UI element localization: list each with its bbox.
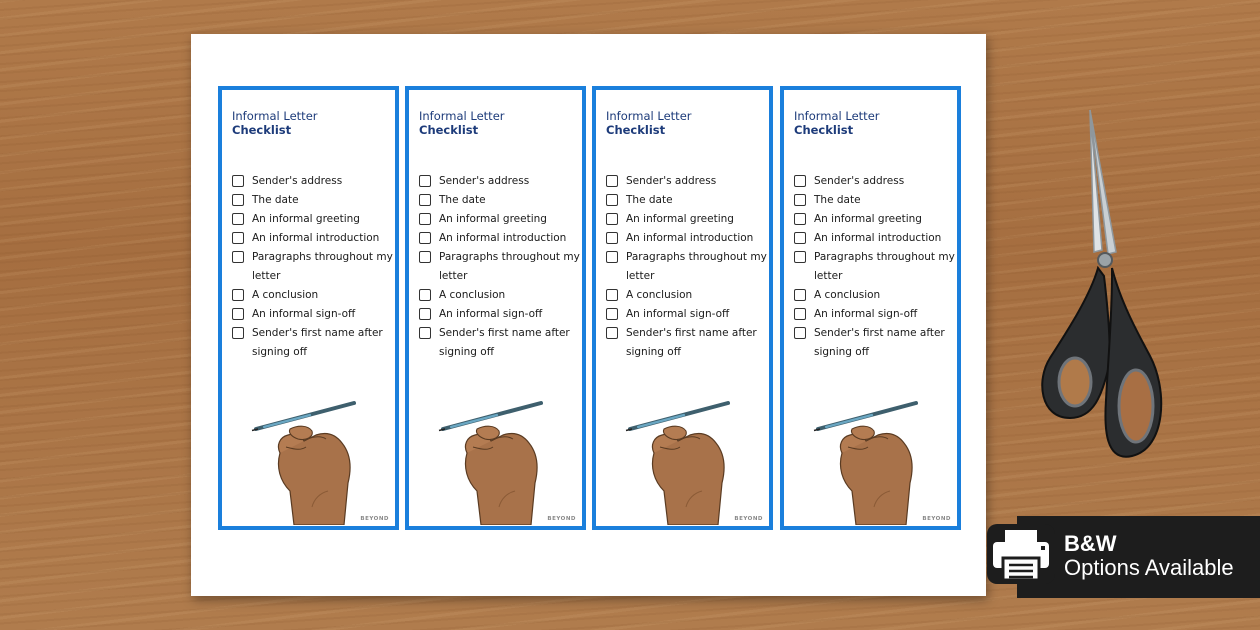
card-title-line1: Informal Letter (794, 109, 880, 123)
printer-icon (985, 522, 1057, 586)
checklist-item (419, 210, 584, 229)
checklist-list (606, 172, 771, 362)
hand-writing-icon (812, 395, 942, 525)
checkbox (794, 194, 806, 206)
checklist-card (592, 86, 773, 530)
card-title-line2: Checklist (794, 123, 854, 137)
checkbox (232, 308, 244, 320)
checkbox (419, 213, 431, 225)
checklist-item-label: An informal sign-off (439, 308, 543, 320)
brand-label: BEYOND (734, 516, 763, 522)
checklist-item-label: An informal sign-off (252, 308, 356, 320)
checklist-item (232, 210, 397, 229)
checklist-item (419, 229, 584, 248)
checkbox (419, 194, 431, 206)
checklist-item-label: Sender's address (439, 175, 530, 187)
checklist-item-label: An informal greeting (252, 213, 360, 225)
checklist-item-label: The date (814, 194, 861, 206)
brand-label: BEYOND (547, 516, 576, 522)
card-title (794, 109, 880, 137)
checkbox (606, 175, 618, 187)
checklist-item-label: Paragraphs throughout my letter (439, 251, 580, 282)
bw-title: B&W (1064, 531, 1117, 556)
checklist-item-label: Sender's address (626, 175, 717, 187)
checklist-item-label: Sender's first name after signing off (626, 327, 757, 358)
checklist-item (794, 286, 959, 305)
checklist-item-label: The date (626, 194, 673, 206)
brand-label: BEYOND (360, 516, 389, 522)
checklist-item-label: An informal greeting (626, 213, 734, 225)
checkbox (606, 327, 618, 339)
checkbox (232, 327, 244, 339)
checkbox (419, 251, 431, 263)
checklist-item-label: The date (439, 194, 486, 206)
checkbox (419, 308, 431, 320)
checklist-item (419, 305, 584, 324)
checklist-item (794, 172, 959, 191)
brand-label: BEYOND (922, 516, 951, 522)
card-title (232, 109, 318, 137)
checkbox (606, 289, 618, 301)
card-title-line2: Checklist (606, 123, 666, 137)
checklist-card (780, 86, 961, 530)
checklist-item-label: A conclusion (626, 289, 693, 301)
checkbox (232, 175, 244, 187)
checklist-item-label: A conclusion (439, 289, 506, 301)
checklist-item (606, 286, 771, 305)
checklist-item (232, 324, 397, 362)
checklist-item (794, 191, 959, 210)
checklist-item-label: Sender's address (814, 175, 905, 187)
checklist-item (794, 324, 959, 362)
checklist-list (419, 172, 584, 362)
card-title-line1: Informal Letter (419, 109, 505, 123)
checklist-item-label: An informal introduction (439, 232, 567, 244)
checklist-list (794, 172, 959, 362)
printable-sheet (191, 34, 986, 596)
checklist-list (232, 172, 397, 362)
checklist-item-label: Sender's first name after signing off (814, 327, 945, 358)
checklist-item (794, 305, 959, 324)
checklist-item (419, 324, 584, 362)
checklist-item-label: Sender's first name after signing off (439, 327, 570, 358)
checklist-item-label: Paragraphs throughout my letter (626, 251, 767, 282)
bw-subtitle: Options Available (1064, 555, 1234, 580)
checkbox (794, 232, 806, 244)
checklist-item-label: The date (252, 194, 299, 206)
checklist-item (794, 248, 959, 286)
checklist-item (419, 286, 584, 305)
checkbox (606, 194, 618, 206)
checklist-item-label: An informal introduction (252, 232, 380, 244)
checklist-card (218, 86, 399, 530)
card-title (606, 109, 692, 137)
checkbox (232, 289, 244, 301)
hand-writing-icon (437, 395, 567, 525)
checklist-item (606, 210, 771, 229)
checklist-item (419, 248, 584, 286)
checklist-item (794, 210, 959, 229)
checkbox (794, 289, 806, 301)
checklist-item-label: Paragraphs throughout my letter (252, 251, 393, 282)
checklist-item (606, 248, 771, 286)
checkbox (606, 251, 618, 263)
checklist-item-label: An informal greeting (439, 213, 547, 225)
checklist-item (606, 191, 771, 210)
checklist-item (232, 248, 397, 286)
checkbox (232, 251, 244, 263)
checklist-item (232, 172, 397, 191)
checklist-item-label: Paragraphs throughout my letter (814, 251, 955, 282)
checklist-item (606, 229, 771, 248)
checklist-item-label: An informal sign-off (626, 308, 730, 320)
checkbox (232, 213, 244, 225)
checkbox (606, 213, 618, 225)
scissors-icon (1028, 100, 1178, 480)
checklist-item (419, 191, 584, 210)
checklist-item-label: A conclusion (252, 289, 319, 301)
card-title-line2: Checklist (232, 123, 292, 137)
checklist-item-label: An informal introduction (814, 232, 942, 244)
checkbox (419, 289, 431, 301)
checklist-item (606, 172, 771, 191)
checklist-item (606, 305, 771, 324)
checklist-item (232, 305, 397, 324)
card-title-line1: Informal Letter (232, 109, 318, 123)
checklist-item-label: Sender's address (252, 175, 343, 187)
checkbox (232, 232, 244, 244)
checkbox (419, 327, 431, 339)
checklist-item (232, 229, 397, 248)
checkbox (794, 327, 806, 339)
card-title-line2: Checklist (419, 123, 479, 137)
checkbox (606, 232, 618, 244)
checklist-item (232, 286, 397, 305)
checklist-item-label: A conclusion (814, 289, 881, 301)
checklist-item-label: Sender's first name after signing off (252, 327, 383, 358)
checkbox (419, 175, 431, 187)
bw-options-text (1064, 532, 1234, 580)
card-title (419, 109, 505, 137)
checklist-item (794, 229, 959, 248)
checklist-item-label: An informal introduction (626, 232, 754, 244)
hand-writing-icon (624, 395, 754, 525)
card-title-line1: Informal Letter (606, 109, 692, 123)
hand-writing-icon (250, 395, 380, 525)
checkbox (232, 194, 244, 206)
checklist-item (419, 172, 584, 191)
checkbox (794, 308, 806, 320)
checkbox (794, 213, 806, 225)
checkbox (794, 251, 806, 263)
checkbox (606, 308, 618, 320)
checklist-item (232, 191, 397, 210)
checklist-item-label: An informal sign-off (814, 308, 918, 320)
checkbox (794, 175, 806, 187)
checklist-item-label: An informal greeting (814, 213, 922, 225)
checklist-card (405, 86, 586, 530)
checkbox (419, 232, 431, 244)
checklist-item (606, 324, 771, 362)
